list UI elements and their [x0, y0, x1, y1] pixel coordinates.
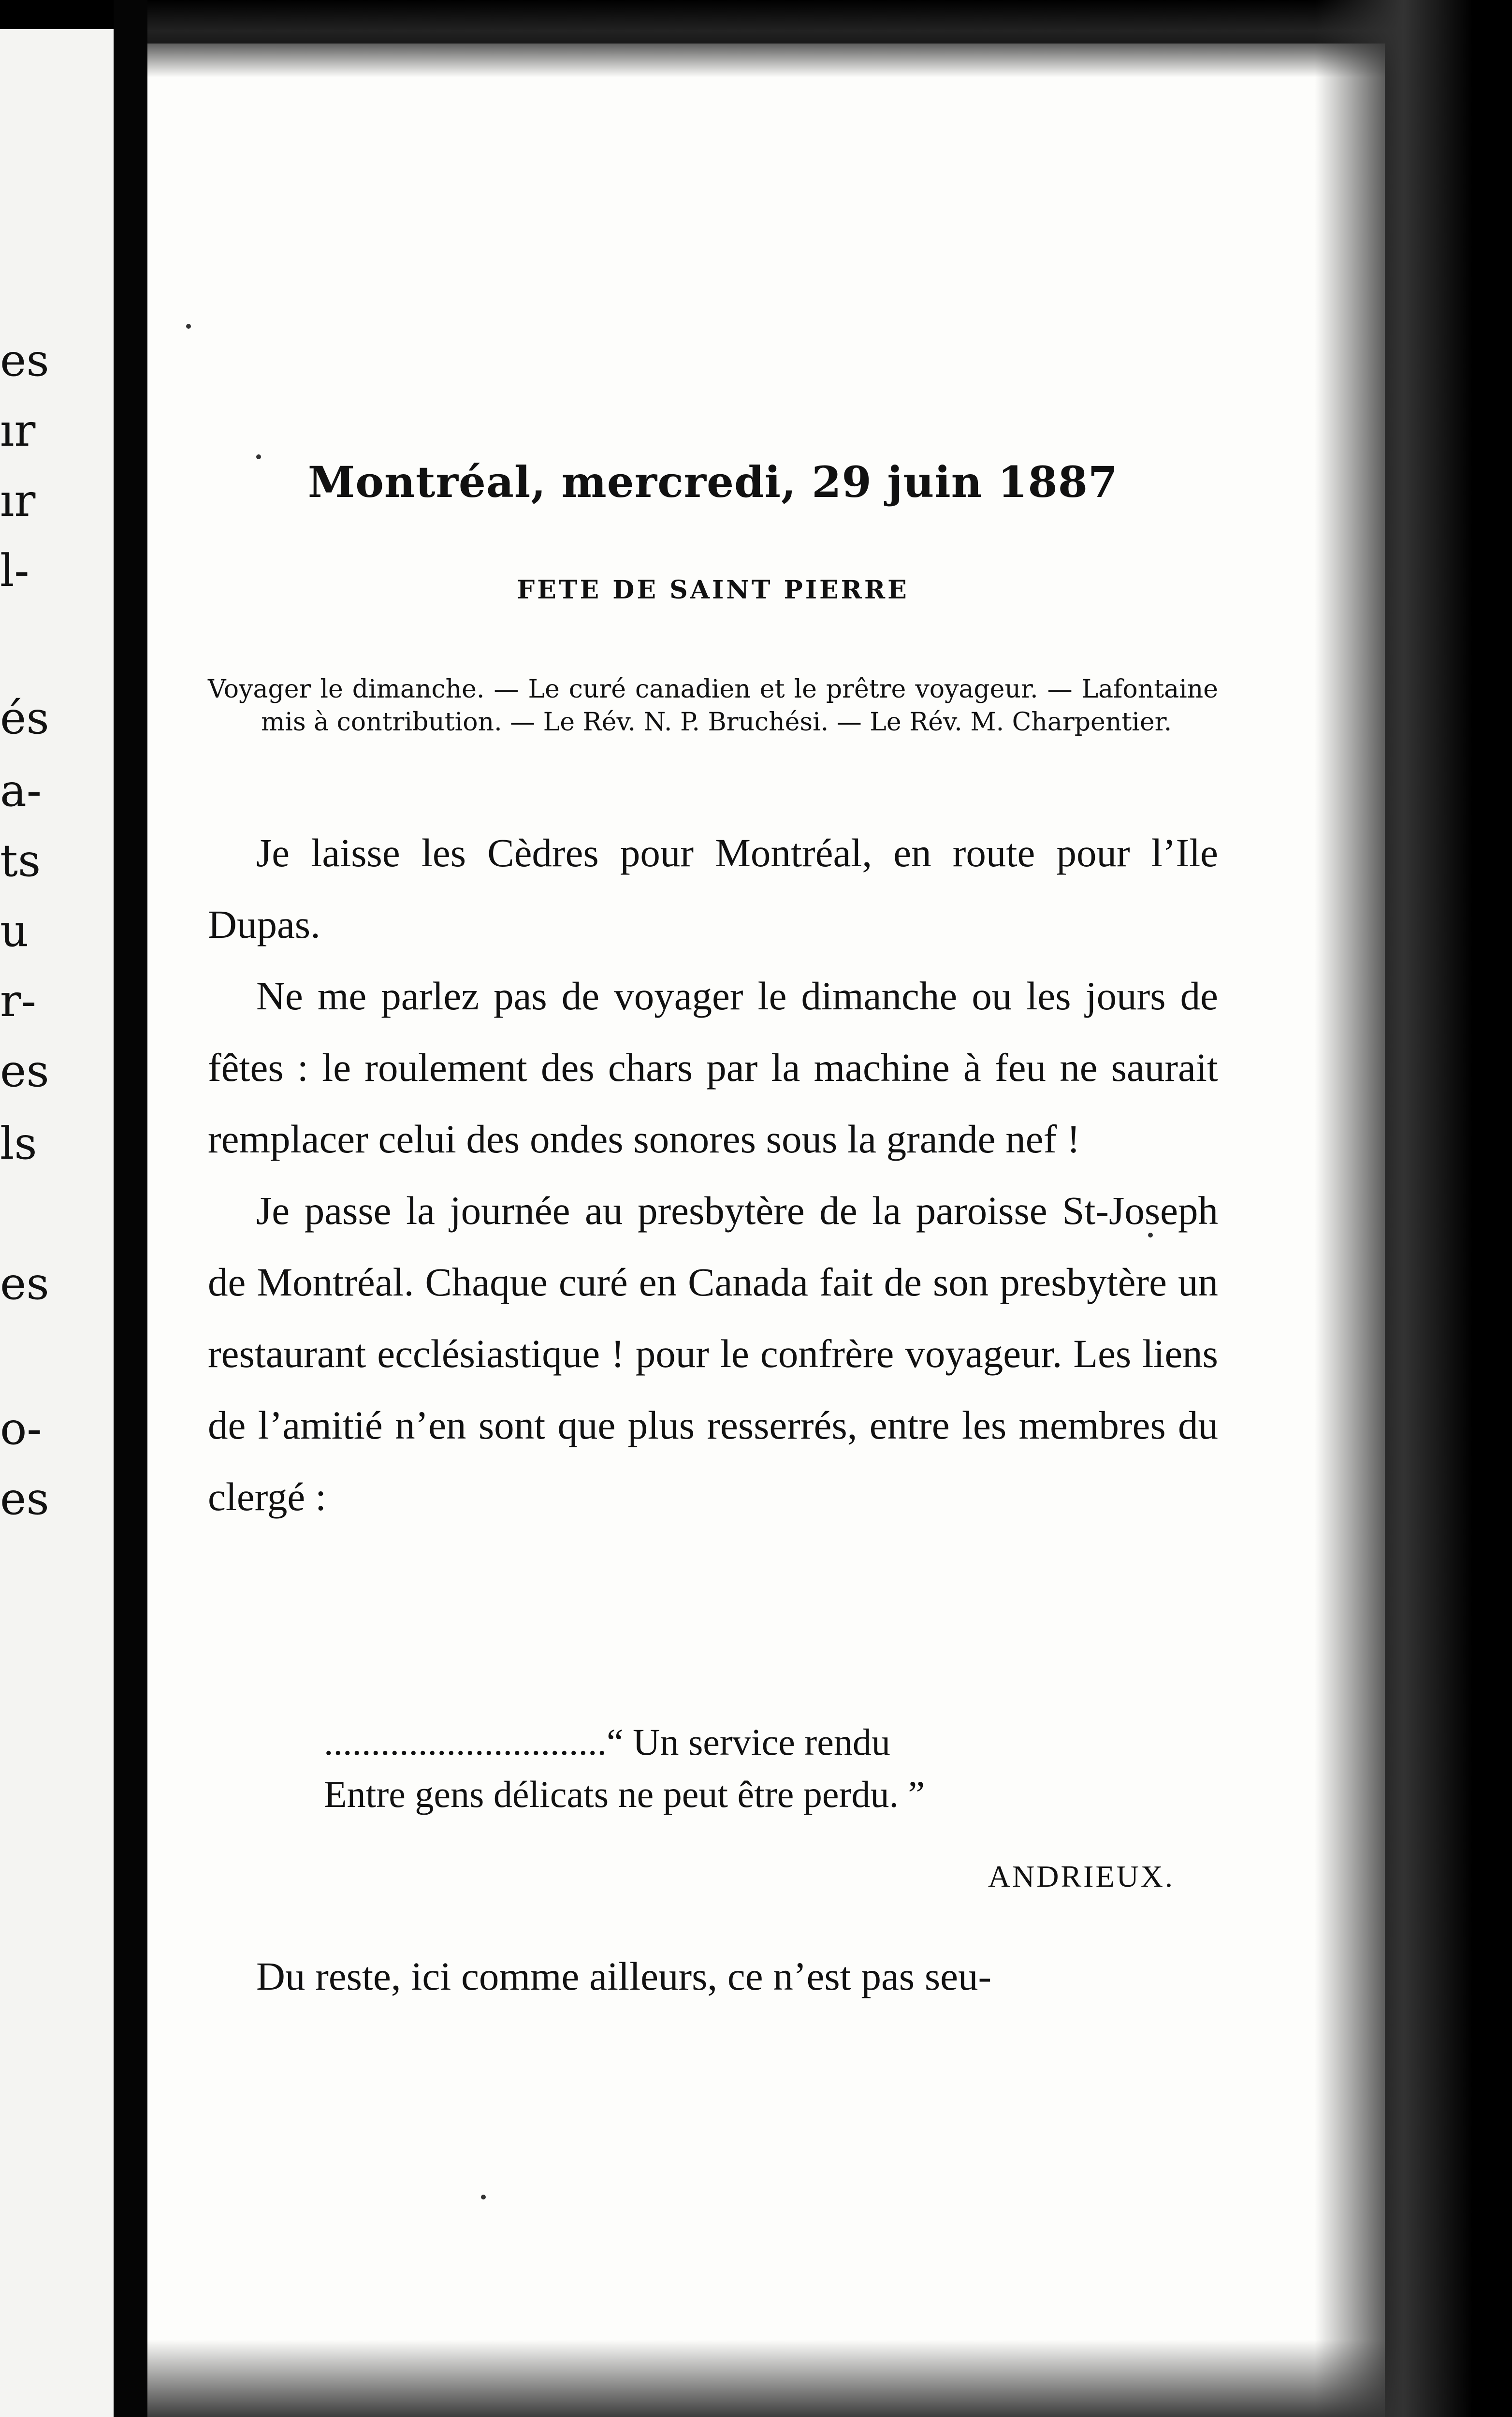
chapter-summary-text: Voyager le dimanche. — Le curé canadien et le prêtre voyageur. — Lafontaine mis à contribution. — Le Rév. N. P. Bruchési. — Le Rév. M. Charpentier.: [208, 675, 1218, 737]
fragment: a-: [0, 765, 42, 816]
fragment: ls: [0, 1118, 37, 1169]
body-text: [208, 817, 1218, 1532]
paragraph: Je laisse les Cèdres pour Montréal, en route pour l’Ile Dupas.: [208, 830, 1218, 946]
verse-quote: [324, 1716, 1218, 1820]
fragment: ır: [0, 405, 36, 456]
closing-line: Du reste, ici comme ailleurs, ce n’est pas seu-: [256, 1954, 992, 1998]
fragment: ts: [0, 835, 41, 887]
fragment: l-: [0, 545, 29, 597]
scan-speck: [256, 454, 261, 459]
scan-bottom-edge: [147, 2340, 1512, 2417]
previous-page-fragments: [0, 0, 114, 2417]
fragment: es: [0, 335, 49, 386]
book-gutter: [114, 0, 147, 2417]
scan-speck: [186, 324, 191, 329]
chapter-title: Montréal, mercredi, 29 juin 1887: [307, 457, 1119, 507]
fragment: o-: [0, 1403, 42, 1455]
fragment: r-: [0, 975, 37, 1027]
fragment: ır: [0, 475, 36, 526]
paragraph: Je passe la journée au presbytère de la paroisse St-Joseph de Montréal. Chaque curé en Canada fait de son presbytère un restaurant ecclésiastique ! pour le confrère voyageur. Les liens de l’amitié n’en sont que plus resserrés, entre les membres du clergé :: [208, 1188, 1218, 1519]
fragment: es: [0, 1258, 49, 1310]
fragment: u: [0, 905, 29, 957]
fragment: es: [0, 1473, 49, 1525]
paragraph: Ne me parlez pas de voyager le dimanche ou les jours de fêtes : le roulement des chars par la machine à feu ne saurait remplacer celui des ondes sonores sous la grande nef !: [208, 974, 1218, 1161]
chapter-subtitle: FETE DE SAINT PIERRE: [517, 575, 909, 605]
quote-attribution: ANDRIEUX.: [988, 1859, 1175, 1893]
fragment: es: [0, 1045, 49, 1097]
scan-top-edge: [147, 0, 1512, 77]
chapter-summary: [208, 673, 1218, 739]
quote-line: ..............................“ Un service rendu: [324, 1721, 890, 1763]
scan-speck: [481, 2195, 486, 2199]
quote-line: Entre gens délicats ne peut être perdu. ”: [324, 1773, 925, 1815]
scan-speck: [1148, 1233, 1153, 1238]
fragment: és: [0, 692, 49, 744]
scan-right-edge: [1315, 0, 1512, 2417]
